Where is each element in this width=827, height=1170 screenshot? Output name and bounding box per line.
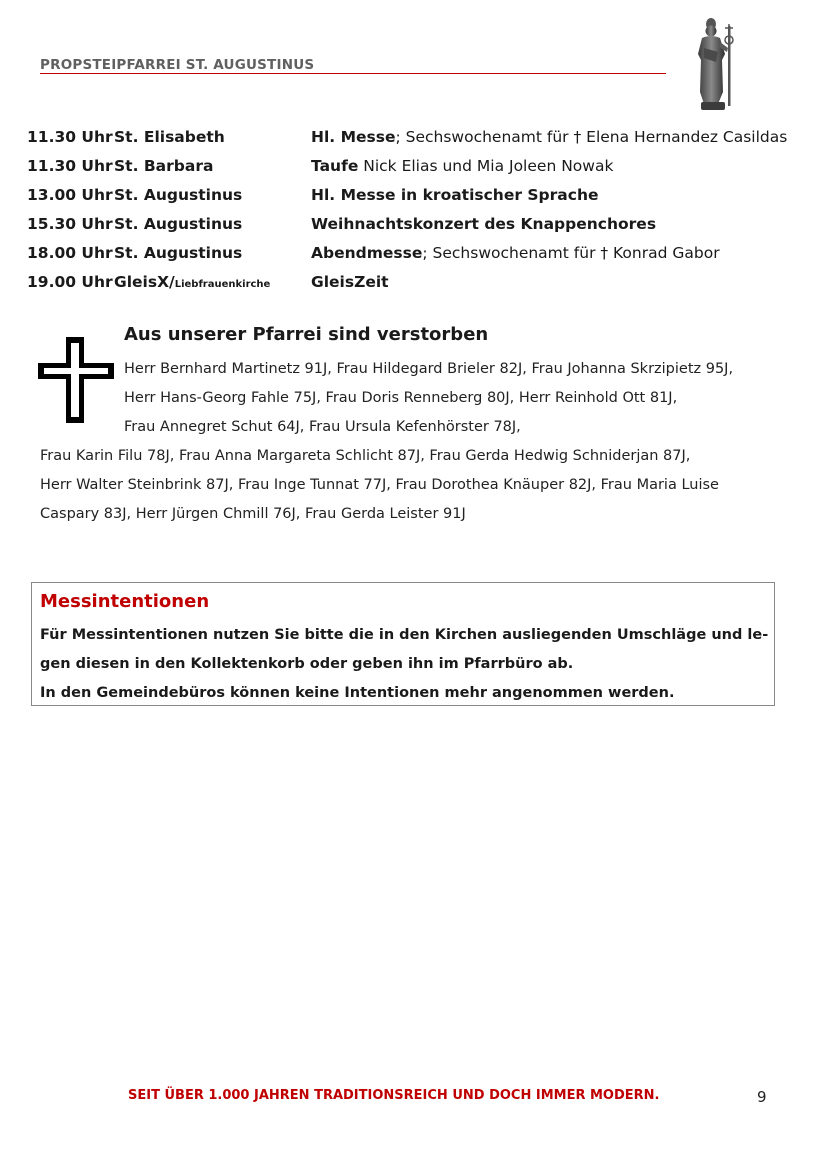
schedule-place: St. Augustinus	[114, 186, 243, 204]
schedule-time: 19.00 Uhr	[27, 273, 113, 291]
header-title: PROPSTEIPFARREI ST. AUGUSTINUS	[40, 57, 315, 73]
schedule-time: 13.00 Uhr	[27, 186, 113, 204]
footer-slogan: SEIT ÜBER 1.000 JAHREN TRADITIONSREICH UND DOCH IMMER MODERN.	[128, 1088, 660, 1103]
schedule-event: Weihnachtskonzert des Knappenchores	[311, 215, 657, 233]
intentions-line: Für Messintentionen nutzen Sie bitte die in den Kirchen ausliegenden Umschläge und le-	[40, 627, 769, 643]
intentions-box	[31, 582, 775, 706]
intentions-line: In den Gemeindebüros können keine Intentionen mehr angenommen werden.	[40, 685, 675, 701]
schedule-place-sub: Liebfrauenkirche	[174, 279, 271, 290]
deceased-line: Herr Walter Steinbrink 87J, Frau Inge Tunnat 77J, Frau Dorothea Knäuper 82J, Frau Maria Luise	[40, 477, 719, 493]
schedule-place: St. Augustinus	[114, 215, 243, 233]
intentions-text	[40, 621, 768, 708]
schedule-event: GleisZeit	[311, 273, 389, 291]
schedule-place: St. Augustinus	[114, 244, 243, 262]
intentions-line: gen diesen in den Kollektenkorb oder geben ihn im Pfarrbüro ab.	[40, 656, 574, 672]
schedule-row	[27, 268, 807, 297]
schedule-event: Hl. Messe; Sechswochenamt für † Elena Hernandez Casildas	[311, 128, 788, 146]
deceased-list	[0, 355, 827, 529]
schedule-table	[27, 123, 807, 297]
schedule-row	[27, 152, 807, 181]
schedule-row	[27, 239, 807, 268]
schedule-row	[27, 210, 807, 239]
deceased-line: Frau Annegret Schut 64J, Frau Ursula Kefenhörster 78J,	[124, 419, 521, 435]
schedule-place: St. Elisabeth	[114, 128, 225, 146]
deceased-line: Frau Karin Filu 78J, Frau Anna Margareta Schlicht 87J, Frau Gerda Hedwig Schniderjan 87J,	[40, 448, 691, 464]
schedule-event: Taufe Nick Elias und Mia Joleen Nowak	[311, 157, 614, 175]
schedule-event: Abendmesse; Sechswochenamt für † Konrad Gabor	[311, 244, 720, 262]
intentions-title: Messintentionen	[40, 591, 210, 612]
header-divider	[40, 73, 666, 74]
deceased-line: Herr Bernhard Martinetz 91J, Frau Hildegard Brieler 82J, Frau Johanna Skrzipietz 95J,	[124, 361, 734, 377]
schedule-time: 18.00 Uhr	[27, 244, 113, 262]
schedule-event: Hl. Messe in kroatischer Sprache	[311, 186, 599, 204]
schedule-place: St. Barbara	[114, 157, 214, 175]
schedule-time: 11.30 Uhr	[27, 157, 113, 175]
schedule-time: 15.30 Uhr	[27, 215, 113, 233]
schedule-row	[27, 123, 807, 152]
schedule-time: 11.30 Uhr	[27, 128, 113, 146]
deceased-line: Caspary 83J, Herr Jürgen Chmill 76J, Frau Gerda Leister 91J	[40, 506, 466, 522]
deceased-title: Aus unserer Pfarrei sind verstorben	[124, 324, 489, 345]
schedule-row	[27, 181, 807, 210]
schedule-place: GleisX/Liebfrauenkirche	[114, 273, 271, 291]
page-number: 9	[757, 1088, 767, 1106]
saint-statue-icon	[692, 14, 740, 112]
deceased-line: Herr Hans-Georg Fahle 75J, Frau Doris Renneberg 80J, Herr Reinhold Ott 81J,	[124, 390, 678, 406]
